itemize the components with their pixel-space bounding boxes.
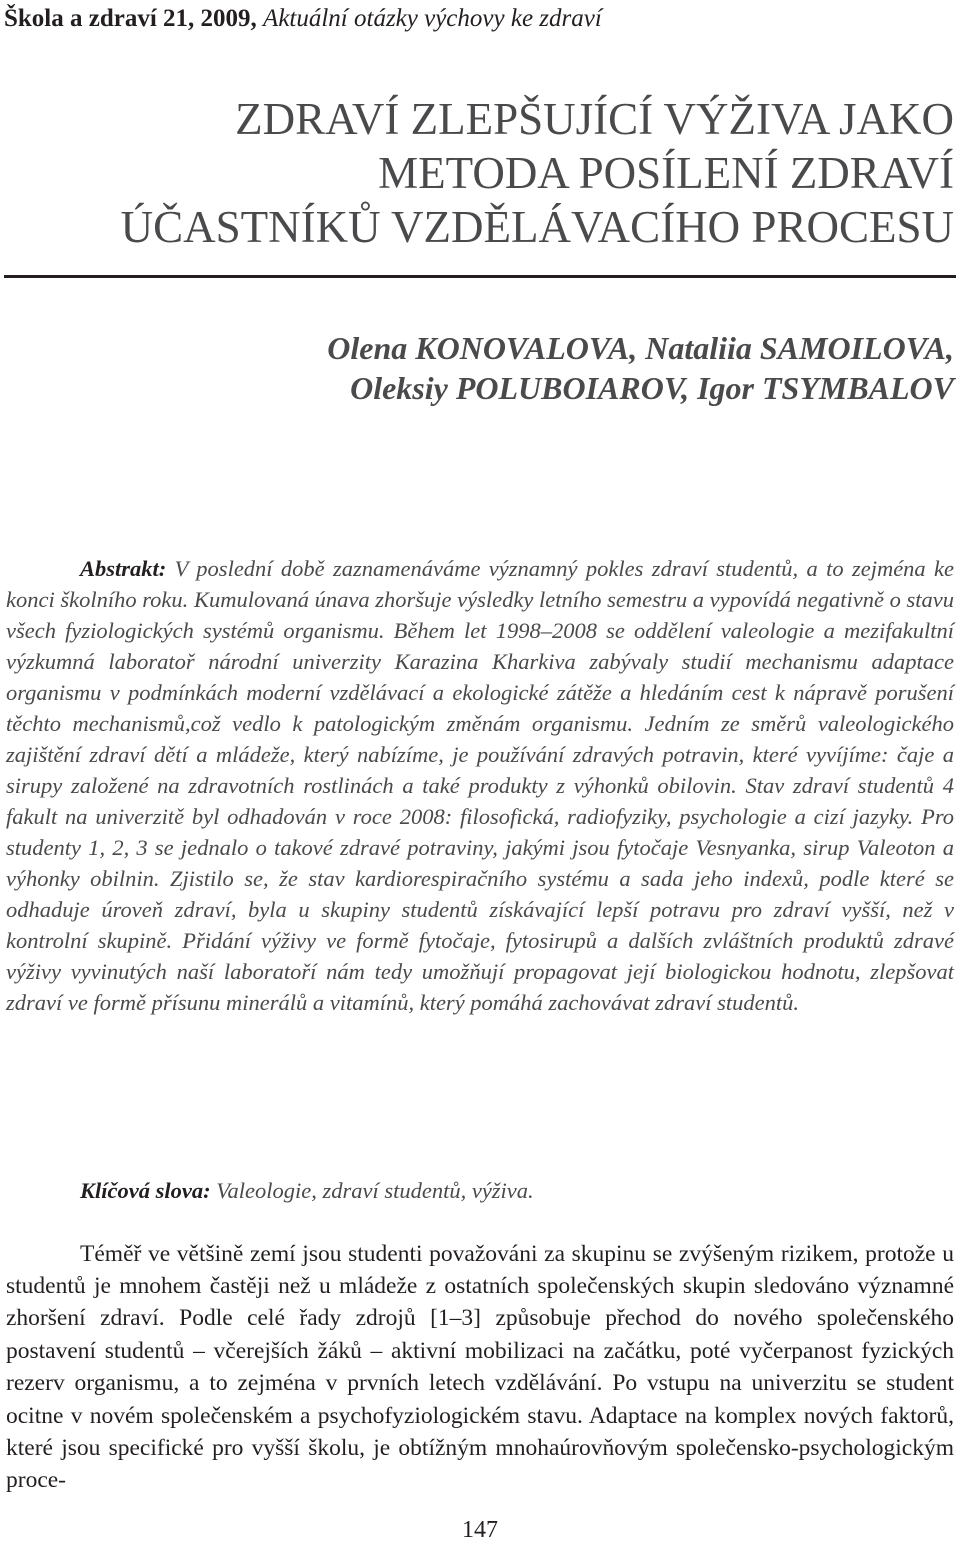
author-list (54, 328, 954, 408)
author-line: Olena KONOVALOVA, Nataliia SAMOILOVA, (327, 330, 954, 366)
author-line: Oleksiy POLUBOIAROV, Igor TSYMBALOV (350, 370, 954, 406)
keywords-text: Valeologie, zdraví studentů, výživa. (216, 1177, 534, 1203)
title-line: ZDRAVÍ ZLEPŠUJÍCÍ VÝŽIVA JAKO (235, 94, 954, 144)
page-number: 147 (462, 1517, 498, 1543)
keywords (80, 1175, 950, 1206)
journal-section: Aktuální otázky výchovy ke zdraví (263, 5, 602, 32)
article-title (54, 92, 954, 254)
title-line: METODA POSÍLENÍ ZDRAVÍ (378, 148, 954, 198)
journal-name: Škola a zdraví 21, 2009, (4, 5, 257, 32)
abstract-label: Abstrakt: (80, 555, 167, 581)
running-header (4, 4, 954, 34)
keywords-label: Klíčová slova: (80, 1177, 211, 1203)
title-divider (4, 275, 956, 278)
body-paragraph: Téměř ve většině zemí jsou studenti považováni za skupinu se zvýšeným rizikem, protože u studentů je mnohem častěji než u mládeže z ostatních společenských skupin sledováno významné zhoršení zdraví. Podle celé řady zdrojů [1–3] způsobuje přechod do nového společenského postavení studentů – včerejších žáků – aktivní mobilizaci na začátku, poté vyčerpanost fyzických rezerv organismu, a to zejména v prvních letech vzdělávání. Po vstupu na univerzitu se student ocitne v novém společenském a psychofyziologickém stavu. Adaptace na komplex nových faktorů, které jsou specifické pro vyšší školu, je obtížným mnohaúrovňovým společensko-psychologickým proce- (6, 1240, 954, 1494)
abstract (6, 553, 954, 1018)
title-line: ÚČASTNÍKŮ VZDĚLÁVACÍHO PROCESU (120, 202, 954, 252)
abstract-text: V poslední době zaznamenáváme významný pokles zdraví studentů, a to zejména ke konci školního roku. Kumulovaná únava zhoršuje výsledky letního semestru a vypovídá negativně o stavu všech fyziologických systémů organismu. Během let 1998–2008 se oddělení valeologie a mezifakultní výzkumná laboratoř národní univerzity Karazina Kharkiva zabývaly studií mechanismu adaptace organismu v podmínkách moderní vzdělávací a ekologické zátěže a hledáním cest k nápravě porušení těchto mechanismů,což vedlo k patologickým změnám organismu. Jedním ze směrů valeologického zajištění zdraví dětí a mládeže, který nabízíme, je používání zdravých potravin, které vyvíjíme: čaje a sirupy založené na zdravotních rostlinách a také produkty z výhonků obilovin. Stav zdraví studentů 4 fakult na univerzitě byl odhadován v roce 2008: filosofická, radiofyziky, psychologie a cizí jazyky. Pro studenty 1, 2, 3 se jednalo o takové zdravé potraviny, jakými jsou fytočaje Vesnyanka, sirup Valeoton a výhonky obilnin. Zjistilo se, že stav kardiorespiračního systému a sada jeho indexů, podle které se odhaduje úroveň zdraví, byla u skupiny studentů získávající lepší potravu pro zdraví vyšší, než v kontrolní skupině. Přidání výživy ve formě fytočaje, fytosirupů a dalších zvláštních produktů zdravé výživy vyvinutých naší laboratoří nám tedy umožňují propagovat její biologickou hodnotu, zlepšovat zdraví ve formě přísunu minerálů a vitamínů, který pomáhá zachovávat zdraví studentů. (6, 555, 955, 1015)
